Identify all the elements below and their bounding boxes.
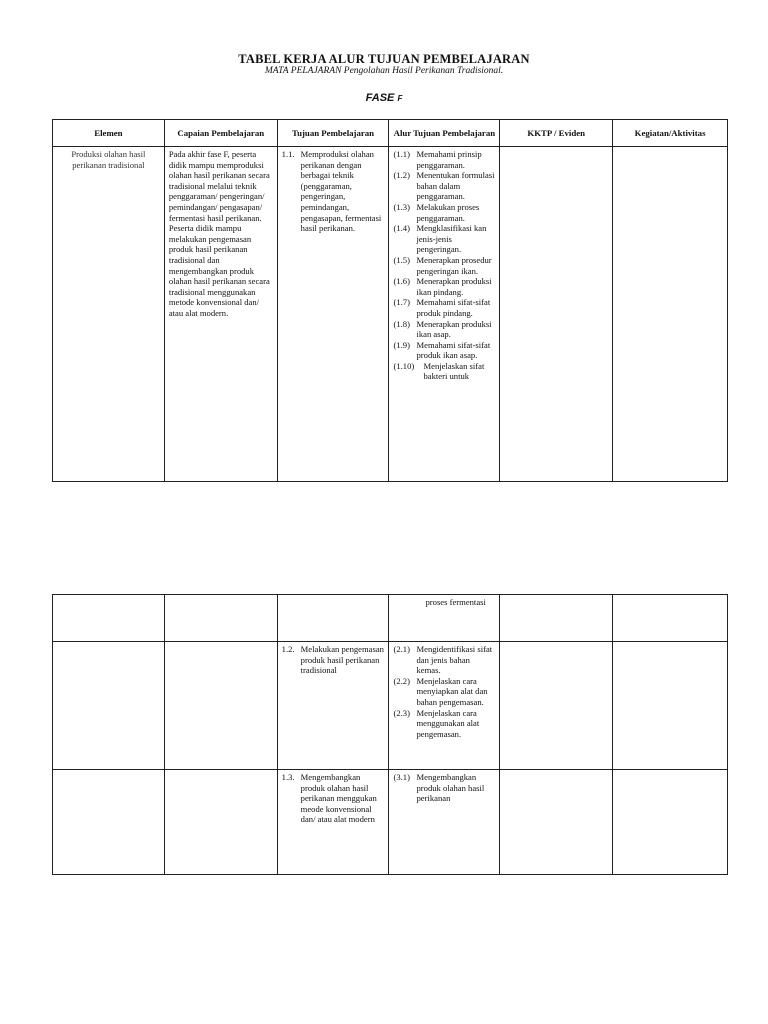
alur-text: Menerapkan produksi ikan pindang. xyxy=(416,276,492,297)
kktp-eviden-cell xyxy=(500,147,613,482)
alur-text: Mengembangkan produk olahan hasil perikanan xyxy=(416,772,485,804)
header-elemen: Elemen xyxy=(53,120,165,147)
alur-tujuan-cell xyxy=(389,595,500,642)
document-subtitle: MATA PELAJARAN Pengolahan Hasil Perikanan Tradisional. xyxy=(264,66,504,76)
work-table-page-1 xyxy=(52,119,728,482)
fase-heading xyxy=(0,92,768,104)
tujuan-text: Melakukan pengemasan produk hasil perikanan tradisional xyxy=(300,644,384,676)
fase-letter: F xyxy=(397,94,403,103)
alur-text: Memahami prinsip penggaraman. xyxy=(416,149,482,170)
kegiatan-aktivitas-cell xyxy=(613,770,728,875)
alur-item xyxy=(393,276,495,297)
alur-tujuan-cell xyxy=(389,147,500,482)
alur-item xyxy=(393,149,495,170)
alur-number: (3.1) xyxy=(393,772,410,782)
alur-item xyxy=(393,297,495,318)
tujuan-pembelajaran-cell xyxy=(277,147,389,482)
alur-number: (1.7) xyxy=(393,297,410,308)
alur-number: (1.9) xyxy=(393,339,410,350)
tujuan-pembelajaran-cell xyxy=(277,770,389,875)
kegiatan-aktivitas-cell xyxy=(613,595,728,642)
alur-number: (1.8) xyxy=(393,318,410,329)
kktp-eviden-cell xyxy=(500,642,613,770)
alur-item xyxy=(393,361,495,382)
alur-tujuan-cell xyxy=(389,642,500,770)
capaian-pembelajaran-cell xyxy=(164,595,277,642)
alur-item xyxy=(393,223,495,255)
tujuan-text: Mengembangkan produk olahan hasil perikanan menggukan meode konvensional dan/ atau alat modern xyxy=(300,772,377,825)
alur-number: (1.2) xyxy=(393,170,410,181)
tujuan-number: 1.3. xyxy=(281,772,295,782)
alur-tujuan-cell xyxy=(389,770,500,875)
alur-number: (1.1) xyxy=(393,149,410,159)
kktp-eviden-cell xyxy=(500,770,613,875)
work-table-page-2 xyxy=(52,594,728,875)
alur-number: (1.10) xyxy=(393,360,415,371)
header-kegiatan-aktivitas: Kegiatan/Aktivitas xyxy=(613,120,728,147)
tujuan-number: 1.2. xyxy=(281,644,295,654)
tujuan-item xyxy=(282,149,385,234)
alur-text: Menjelaskan cara menggunakan alat pengemasan. xyxy=(416,707,480,739)
alur-text: Menerapkan prosedur pengeringan ikan. xyxy=(416,254,492,276)
alur-item xyxy=(393,644,495,676)
alur-item xyxy=(393,319,495,340)
alur-item xyxy=(393,170,495,202)
alur-number: (2.1) xyxy=(393,644,410,654)
alur-text: Menjelaskan sifat bakteri untuk xyxy=(423,360,485,382)
elemen-cell xyxy=(53,770,165,875)
alur-number: (1.4) xyxy=(393,223,410,234)
capaian-pembelajaran-cell xyxy=(164,770,277,875)
tujuan-item xyxy=(282,644,385,676)
tujuan-pembelajaran-cell xyxy=(277,595,389,642)
capaian-pembelajaran-cell: Pada akhir fase F, peserta didik mampu memproduksi olahan hasil perikanan secara tradisional melalui teknik penggaraman/ pengeringan/ pemindangan/ pengasapan/ fermentasi hasil perikanan. Peserta didik mampu melakukan pengemasan produk hasil perikanan tradisional dan mengembangkan produk olahan hasil perikanan secara tradisional menggunakan metode konvensional dan/ atau alat modern. xyxy=(164,147,277,482)
header-alur-tujuan-pembelajaran: Alur Tujuan Pembelajaran xyxy=(389,120,500,147)
elemen-cell xyxy=(53,642,165,770)
table-row xyxy=(53,595,728,642)
alur-text: Memahami sifat-sifat produk pindang. xyxy=(416,297,491,318)
kegiatan-aktivitas-cell xyxy=(613,147,728,482)
tujuan-text: Memproduksi olahan perikanan dengan berbagai teknik (penggaraman, pengeringan, pemindangan, pengasapan, fermentasi hasil perikanan. xyxy=(300,149,382,234)
table-header-row xyxy=(53,120,728,147)
fase-label: FASE xyxy=(365,92,395,104)
alur-text: Menjelaskan cara menyiapkan alat dan bahan pengemasan. xyxy=(416,675,488,707)
alur-item xyxy=(393,772,495,804)
alur-item xyxy=(393,255,495,276)
elemen-cell: Produksi olahan hasil perikanan tradisional xyxy=(53,147,165,482)
alur-number: (2.3) xyxy=(393,707,410,718)
kktp-eviden-cell xyxy=(500,595,613,642)
alur-text: Melakukan proses penggaraman. xyxy=(416,201,480,223)
alur-text: Memahami sifat-sifat produk ikan asap. xyxy=(416,339,491,361)
alur-number: (1.3) xyxy=(393,201,410,212)
alur-number: (1.6) xyxy=(393,276,410,287)
alur-text: Menerapkan produksi ikan asap. xyxy=(416,318,492,340)
alur-text: Mengidentifikasi sifat dan jenis bahan kemas. xyxy=(416,644,493,676)
alur-number: (2.2) xyxy=(393,675,410,686)
alur-item xyxy=(393,202,495,223)
table-row xyxy=(53,770,728,875)
document-title: TABEL KERJA ALUR TUJUAN PEMBELAJARAN xyxy=(238,52,530,66)
tujuan-item xyxy=(282,772,385,825)
alur-item xyxy=(393,676,495,708)
alur-number: (1.5) xyxy=(393,254,410,265)
header-kktp-eviden: KKTP / Eviden xyxy=(500,120,613,147)
alur-item xyxy=(393,340,495,361)
kegiatan-aktivitas-cell xyxy=(613,642,728,770)
alur-continuation-text: proses fermentasi xyxy=(425,597,486,607)
tujuan-number: 1.1. xyxy=(281,149,295,159)
table-row xyxy=(53,642,728,770)
header-capaian-pembelajaran: Capaian Pembelajaran xyxy=(164,120,277,147)
alur-text: Mengklasifikasi kan jenis-jenis pengeringan. xyxy=(416,223,487,255)
alur-item xyxy=(393,708,495,740)
alur-text: Menentukan formulasi bahan dalam penggaraman. xyxy=(416,170,495,202)
table-row xyxy=(53,147,728,482)
capaian-pembelajaran-cell xyxy=(164,642,277,770)
elemen-cell xyxy=(53,595,165,642)
header-tujuan-pembelajaran: Tujuan Pembelajaran xyxy=(277,120,389,147)
tujuan-pembelajaran-cell xyxy=(277,642,389,770)
